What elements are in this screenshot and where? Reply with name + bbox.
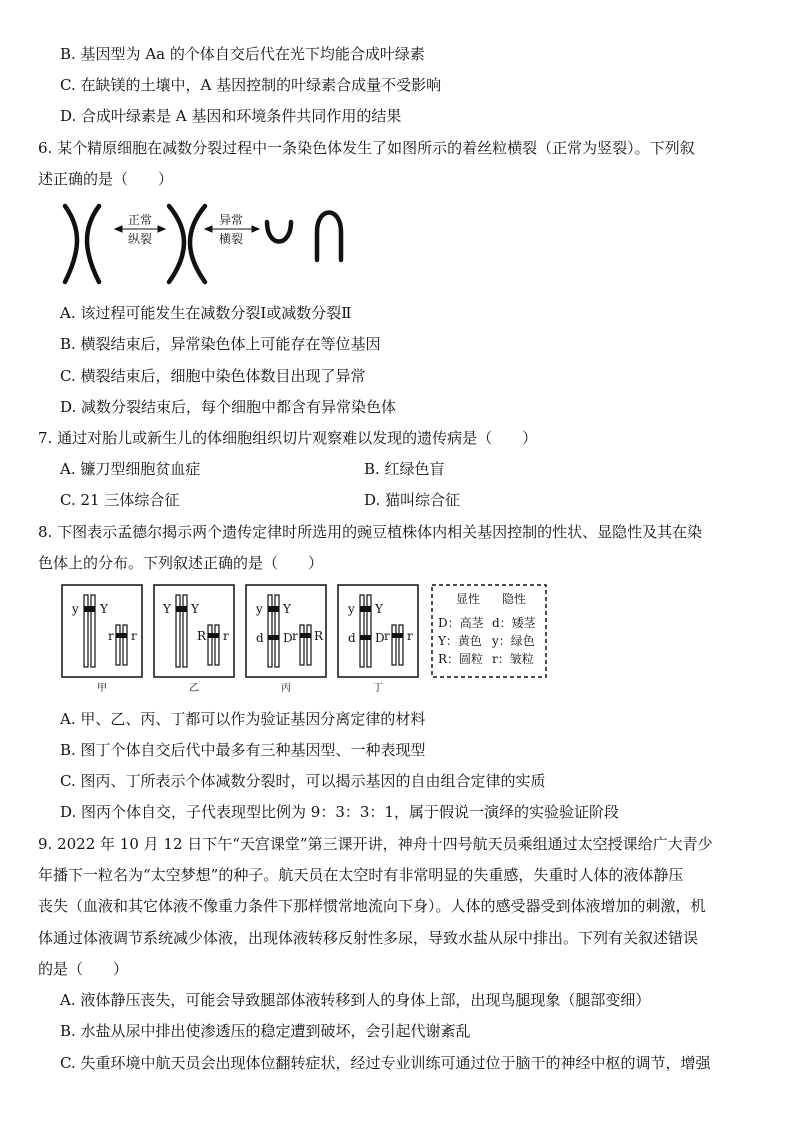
- panel-jia-frame: [62, 585, 142, 677]
- panel-yi-gene-l1: Y: [163, 602, 171, 616]
- panel-jia-gene-l2: Y: [100, 602, 108, 616]
- q7-option-d: D. 猫叫综合征: [364, 491, 461, 509]
- legend-row-2-dominant: Y：黄色: [438, 634, 482, 648]
- legend-row-1-dominant: D：高茎: [438, 616, 484, 630]
- q8-option-d: D. 图丙个体自交，子代表现型比例为 9：3：3：1，属于假说一演绎的实验验证阶段: [60, 803, 619, 821]
- legend-row-3-recessive: r：皱粒: [492, 652, 534, 666]
- normal-label-bottom: 纵裂: [127, 232, 153, 246]
- panel-jia-gene-r1: r: [108, 629, 114, 643]
- q7-option-c: C. 21 三体综合征: [60, 491, 180, 509]
- transverse-split-chromatids: [267, 213, 341, 261]
- legend-row-1-recessive: d：矮茎: [492, 616, 536, 630]
- q8-stem-line-1: 8. 下图表示孟德尔揭示两个遗传定律时所选用的豌豆植株体内相关基因控制的性状、显隐性及其在染: [38, 523, 703, 541]
- q8-option-c: C. 图丙、丁所表示个体减数分裂时，可以揭示基因的自由组合定律的实质: [60, 772, 546, 790]
- normal-label-top: 正常: [127, 213, 153, 227]
- q9-stem-line-3: 丧失（血液和其它体液不像重力条件下那样惯常地流向下身）。人体的感受器受到体液增加的刺激，机: [38, 897, 706, 915]
- q7-option-b: B. 红绿色盲: [364, 460, 445, 478]
- gene-distribution-figure: [60, 583, 550, 695]
- panel-bing-gene-l4: D: [283, 631, 293, 645]
- panel-jia-gene-r2: r: [131, 629, 137, 643]
- panel-bing-gene-r2: R: [314, 629, 324, 643]
- q6-option-d: D. 减数分裂结束后，每个细胞中都含有异常染色体: [60, 398, 397, 416]
- q7-stem: 7. 通过对胎儿或新生儿的体细胞组织切片观察难以发现的遗传病是（ ）: [38, 429, 538, 447]
- q9-option-b: B. 水盐从尿中排出使渗透压的稳定遭到破坏，会引起代谢紊乱: [60, 1022, 471, 1040]
- panel-bing-gene-l2: Y: [283, 602, 291, 616]
- q9-stem-line-1: 9. 2022 年 10 月 12 日下午“天宫课堂”第三课开讲，神舟十四号航天员乘组通过太空授课给广大青少: [38, 835, 713, 853]
- q9-stem-line-4: 体通过体液调节系统减少体液，出现体液转移反射性多尿，导致水盐从尿中排出。下列有关叙述错误: [38, 929, 699, 947]
- legend-row-2-recessive: y：绿色: [492, 634, 535, 648]
- q5-option-d: D. 合成叶绿素是 A 基因和环境条件共同作用的结果: [60, 107, 402, 125]
- q6-option-c: C. 横裂结束后，细胞中染色体数目出现了异常: [60, 367, 366, 385]
- q6-stem-line-2: 述正确的是（ ）: [38, 170, 174, 188]
- panel-bing-gene-r1: r: [292, 629, 298, 643]
- q5-option-c: C. 在缺镁的土壤中，A 基因控制的叶绿素合成量不受影响: [60, 76, 442, 94]
- panel-yi-frame: [154, 585, 234, 677]
- panel-yi-gene-r2: r: [223, 629, 229, 643]
- panel-yi-gene-l2: Y: [191, 602, 199, 616]
- panel-ding-gene-r2: r: [407, 629, 413, 643]
- q8-stem-line-2: 色体上的分布。下列叙述正确的是（ ）: [38, 554, 324, 572]
- panel-ding-caption: 丁: [373, 683, 383, 694]
- legend-row-3-dominant: R：圆粒: [438, 652, 484, 666]
- q9-stem-line-5: 的是（ ）: [38, 960, 129, 978]
- panel-ding-gene-r1: r: [384, 629, 390, 643]
- panel-ding-gene-l4: D: [375, 631, 385, 645]
- panel-jia-caption: 甲: [97, 683, 107, 694]
- panel-yi-gene-r1: R: [197, 629, 207, 643]
- normal-split-chromatids: [65, 206, 99, 282]
- q6-stem-line-1: 6. 某个精原细胞在减数分裂过程中一条染色体发生了如图所示的着丝粒横裂（正常为竖裂）。下列叙: [38, 139, 695, 157]
- panel-ding-gene-l3: d: [348, 631, 356, 645]
- panel-yi-caption: 乙: [189, 683, 199, 694]
- abnormal-label-top: 异常: [218, 213, 244, 227]
- panel-bing-gene-l1: y: [256, 602, 263, 616]
- chromosome-division-figure: [55, 198, 355, 290]
- q7-option-a: A. 镰刀型细胞贫血症: [60, 460, 201, 478]
- panel-bing-gene-l3: d: [256, 631, 264, 645]
- x-chromosome: [169, 206, 205, 282]
- panel-bing-caption: 丙: [281, 683, 291, 694]
- q9-stem-line-2: 年播下一粒名为“太空梦想”的种子。航天员在太空时有非常明显的失重感，失重时人体的液体静压: [38, 866, 684, 884]
- q6-option-b: B. 横裂结束后，异常染色体上可能存在等位基因: [60, 335, 381, 353]
- legend-header-dominant: 显性: [456, 592, 481, 606]
- q8-option-a: A. 甲、乙、丙、丁都可以作为验证基因分离定律的材料: [60, 710, 426, 728]
- q8-option-b: B. 图丁个体自交后代中最多有三种基因型、一种表现型: [60, 741, 426, 759]
- panel-ding-gene-l1: y: [348, 602, 355, 616]
- legend-header-recessive: 隐性: [502, 592, 527, 606]
- abnormal-label-bottom: 横裂: [218, 232, 244, 246]
- q9-option-c: C. 失重环境中航天员会出现体位翻转症状，经过专业训练可通过位于脑干的神经中枢的调节，增强: [60, 1054, 711, 1072]
- q6-option-a: A. 该过程可能发生在减数分裂Ⅰ或减数分裂Ⅱ: [60, 304, 352, 322]
- q9-option-a: A. 液体静压丧失，可能会导致腿部体液转移到人的身体上部，出现鸟腿现象（腿部变细）: [60, 991, 651, 1009]
- panel-ding-gene-l2: Y: [375, 602, 383, 616]
- panel-jia-gene-l1: y: [72, 602, 79, 616]
- q5-option-b: B. 基因型为 Aa 的个体自交后代在光下均能合成叶绿素: [60, 45, 425, 63]
